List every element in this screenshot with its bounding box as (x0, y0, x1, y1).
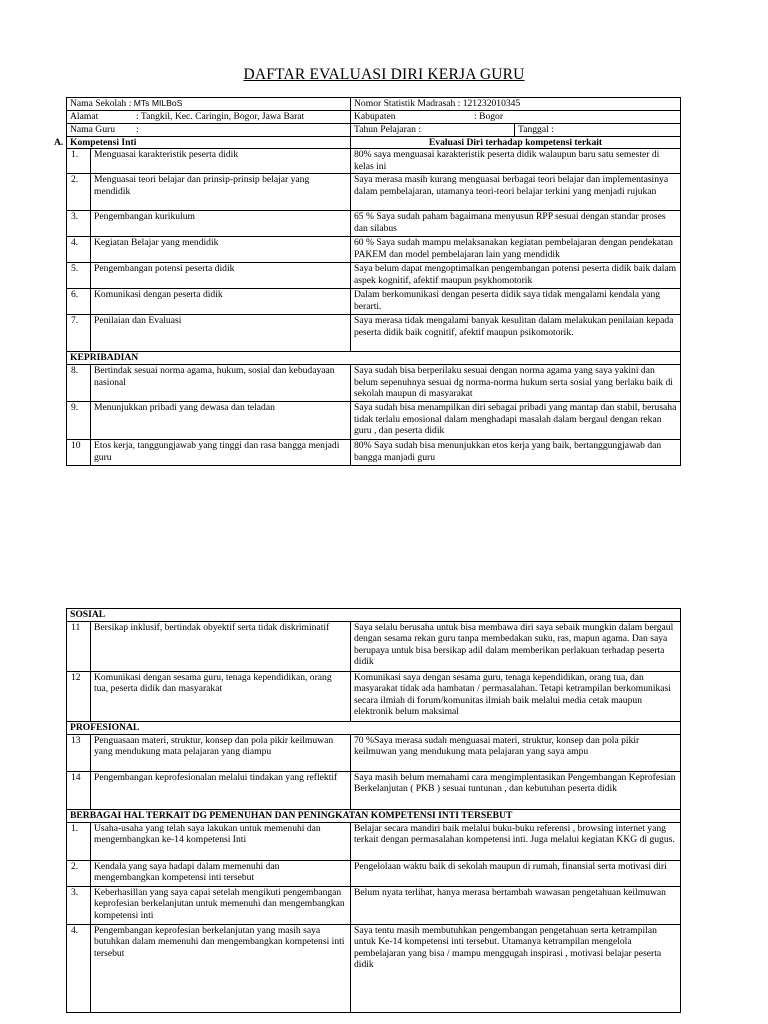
section-label: BERBAGAI HAL TERKAIT DG PEMENUHAN DAN PENINGKATAN KOMPETENSI INTI TERSEBUT (67, 810, 681, 823)
school-label: Nama Sekolah : (70, 98, 134, 109)
tahun-cell: Tahun Pelajaran : (351, 124, 515, 137)
kompetensi-cell: Bertindak sesuai norma agama, hukum, sosial dan kebudayaan nasional (91, 365, 351, 402)
school-value: MTs MILBoS (133, 98, 183, 108)
section-row-kepribadian (67, 352, 681, 365)
table-row (67, 149, 681, 174)
school-cell (67, 98, 351, 111)
alamat-label: Alamat (70, 111, 99, 122)
alamat-value: : Tangkil, Kec. Caringin, Bogor, Jawa Barat (136, 111, 305, 122)
evaluasi-cell: 80% Saya sudah bisa menunjukkan etos kerja yang baik, bertanggungjawab dan bangga manjadi guru (351, 440, 681, 466)
table-row (67, 772, 681, 810)
evaluasi-cell: Dalam berkomunikasi dengan peserta didik saya tidak mengalami kendala yang berarti. (351, 289, 681, 315)
table-row (67, 925, 681, 1013)
evaluasi-cell: Saya merasa masih kurang menguasai berbagai teori belajar dan implementasinya dalam pembelajaran, utamanya teori-teori belajar terkini yang menjadi rujukan (351, 174, 681, 211)
kompetensi-cell: Bersikap inklusif, bertindak obyektif serta tidak diskriminatif (91, 622, 351, 672)
evaluasi-cell: Saya sudah bisa menampilkan diri sebagai pribadi yang mantap dan stabil, berusaha tidak terlalu emosional dalam menghadapi masalah dalam bergaul dengan rekan guru , dan peserta didik (351, 402, 681, 440)
header-evaluasi: Evaluasi Diri terhadap kompetensi terkait (351, 137, 681, 149)
table-row (67, 365, 681, 402)
guru-label: Nama Guru (70, 124, 116, 135)
row-number: 8. (67, 365, 91, 402)
document-title: DAFTAR EVALUASI DIRI KERJA GURU (243, 66, 525, 83)
evaluasi-cell: 80% saya menguasai karakteristik peserta didik walaupun baru satu semester di kelas ini (351, 149, 681, 174)
section-a-marker: A. (54, 137, 64, 148)
kabupaten-cell (351, 111, 681, 124)
guru-value: : (136, 124, 139, 135)
row-number: 4. (67, 925, 91, 1013)
table-row (67, 263, 681, 289)
row-number: 7. (67, 315, 91, 352)
kompetensi-cell: Usaha-usaha yang telah saya lakukan untuk memenuhi dan mengembangkan ke-14 kompetensi Inti (91, 823, 351, 861)
table-row (67, 402, 681, 440)
table-row (67, 289, 681, 315)
kompetensi-cell: Penilaian dan Evaluasi (91, 315, 351, 352)
row-number: 5. (67, 263, 91, 289)
kompetensi-cell: Pengembangan kurikulum (91, 211, 351, 237)
kompetensi-cell: Komunikasi dengan peserta didik (91, 289, 351, 315)
evaluasi-cell: Komunikasi saya dengan sesama guru, tenaga kependidikan, orang tua, dan masyarakat tidak ada hambatan / permasalahan. Tetapi ketrampilan berkomunikasi secara ilmiah di forum/komunitas ilmiah baik melalui media cetak maupun elektronik belum maksimal (351, 672, 681, 722)
row-number: 4. (67, 237, 91, 263)
row-number: 13 (67, 735, 91, 772)
table-row (67, 315, 681, 352)
nsm-cell: Nomor Statistik Madrasah : 121232010345 (351, 98, 681, 111)
kompetensi-cell: Menguasai karakteristik peserta didik (91, 149, 351, 174)
evaluasi-cell: 60 % Saya sudah mampu melaksanakan kegiatan pembelajaran dengan pendekatan PAKEM dan model pembelajaran lain yang mendidik (351, 237, 681, 263)
header-kompetensi: Kompetensi Inti (67, 137, 351, 149)
kompetensi-cell: Kegiatan Belajar yang mendidik (91, 237, 351, 263)
row-number: 3. (67, 211, 91, 237)
info-row-alamat (67, 111, 681, 124)
table-row (67, 211, 681, 237)
evaluasi-cell: Belum nyata terlihat, hanya merasa bertambah wawasan pengetahuan keilmuwan (351, 887, 681, 925)
evaluasi-cell: 65 % Saya sudah paham bagaimana menyusun RPP sesuai dengan standar proses dan silabus (351, 211, 681, 237)
section-label: KEPRIBADIAN (67, 352, 681, 365)
header-row (67, 137, 681, 149)
tanggal-cell: Tanggal : (515, 124, 681, 137)
table-row (67, 672, 681, 722)
evaluasi-cell: Belajar secara mandiri baik melalui buku-buku referensi , browsing internet yang terkait dengan permasalahan kompetensi inti. Juga melalui kegiatan KKG di gugus. (351, 823, 681, 861)
table-row (67, 861, 681, 887)
row-number: 1. (67, 149, 91, 174)
kompetensi-cell: Pengembangan keprofesian berkelanjutan yang masih saya butuhkan dalam memenuhi dan mengembangkan kompetensi inti tersebut (91, 925, 351, 1013)
section-label: SOSIAL (67, 609, 681, 622)
evaluation-table-page1 (66, 97, 681, 466)
row-number: 2. (67, 861, 91, 887)
kompetensi-cell: Keberhasillan yang saya capai setelah mengikuti pengembangan keprofesian berkelanjutan untuk memenuhi dan mengembangkan kompetensi inti (91, 887, 351, 925)
kompetensi-cell: Etos kerja, tanggungjawab yang tinggi dan rasa bangga menjadi guru (91, 440, 351, 466)
kabupaten-value: : Bogor (474, 111, 504, 122)
section-row-sosial (67, 609, 681, 622)
row-number: 3. (67, 887, 91, 925)
table-row (67, 823, 681, 861)
section-row-berbagai (67, 810, 681, 823)
row-number: 2. (67, 174, 91, 211)
alamat-cell (67, 111, 351, 124)
evaluasi-cell: Saya tentu masih membutuhkan pengembangan pengetahuan serta ketrampilan untuk Ke-14 kompetensi inti tersebut. Utamanya ketrampilan mengelola pembelajaran yang bisa / mampu menggugah inspirasi , motivasi belajar peserta didik (351, 925, 681, 1013)
section-label: PROFESIONAL (67, 722, 681, 735)
table-row (67, 622, 681, 672)
table-row (67, 887, 681, 925)
evaluasi-cell: 70 %Saya merasa sudah menguasai materi, struktur, konsep dan pola pikir keilmuwan yang mendukung mata pelajaran yang saya ampu (351, 735, 681, 772)
row-number: 12 (67, 672, 91, 722)
guru-cell (67, 124, 351, 137)
table-row (67, 174, 681, 211)
table-row (67, 237, 681, 263)
kompetensi-cell: Menguasai teori belajar dan prinsip-prinsip belajar yang mendidik (91, 174, 351, 211)
section-row-profesional (67, 722, 681, 735)
evaluasi-cell: Saya masih belum memahami cara mengimplentasikan Pengembangan Keprofesian Berkelanjutan ( PKB ) sesuai tuntunan , dan kebutuhan peserta didik (351, 772, 681, 810)
kompetensi-cell: Pengembangan keprofesionalan melalui tindakan yang reflektif (91, 772, 351, 810)
evaluation-table-page2 (66, 608, 681, 1013)
info-row-school (67, 98, 681, 111)
row-number: 14 (67, 772, 91, 810)
kompetensi-cell: Kendala yang saya hadapi dalam memenuhi dan mengembangkan kompetensi inti tersebut (91, 861, 351, 887)
kabupaten-label: Kabupaten (354, 111, 396, 122)
row-number: 9. (67, 402, 91, 440)
row-number: 6. (67, 289, 91, 315)
row-number: 1. (67, 823, 91, 861)
info-row-guru (67, 124, 681, 137)
row-number: 11 (67, 622, 91, 672)
table-row (67, 735, 681, 772)
kompetensi-cell: Komunikasi dengan sesama guru, tenaga kependidikan, orang tua, peserta didik dan masyarakat (91, 672, 351, 722)
kompetensi-cell: Menunjukkan pribadi yang dewasa dan teladan (91, 402, 351, 440)
kompetensi-cell: Pengembangan potensi peserta didik (91, 263, 351, 289)
evaluasi-cell: Saya selalu berusaha untuk bisa membawa diri saya sebaik mungkin dalam bergaul dengan sesama rekan guru tanpa membedakan suku, ras, mapun agama. Dan saya berupaya untuk bisa bersikap adil dalam memberikan perlakuan terhadap peserta didik (351, 622, 681, 672)
table-row (67, 440, 681, 466)
kompetensi-cell: Penguasaan materi, struktur, konsep dan pola pikir keilmuwan yang mendukung mata pelajaran yang diampu (91, 735, 351, 772)
row-number: 10 (67, 440, 91, 466)
evaluasi-cell: Saya belum dapat mengoptimalkan pengembangan potensi peserta didik baik dalam aspek kognitif, afektif maupun psykhomotorik (351, 263, 681, 289)
evaluasi-cell: Saya merasa tidak mengalami banyak kesulitan dalam melakukan penilaian kepada peserta didik baik cognitif, afektif maupun psikomotorik. (351, 315, 681, 352)
evaluasi-cell: Saya sudah bisa berperilaku sesuai dengan norma agama yang saya yakini dan belum sepenuhnya sesuai dg norma-norma hukum serta sosial yang berlaku baik di sekolah maupun di masyarakat (351, 365, 681, 402)
evaluasi-cell: Pengelolaan waktu baik di sekolah maupun di rumah, finansial serta motivasi diri (351, 861, 681, 887)
